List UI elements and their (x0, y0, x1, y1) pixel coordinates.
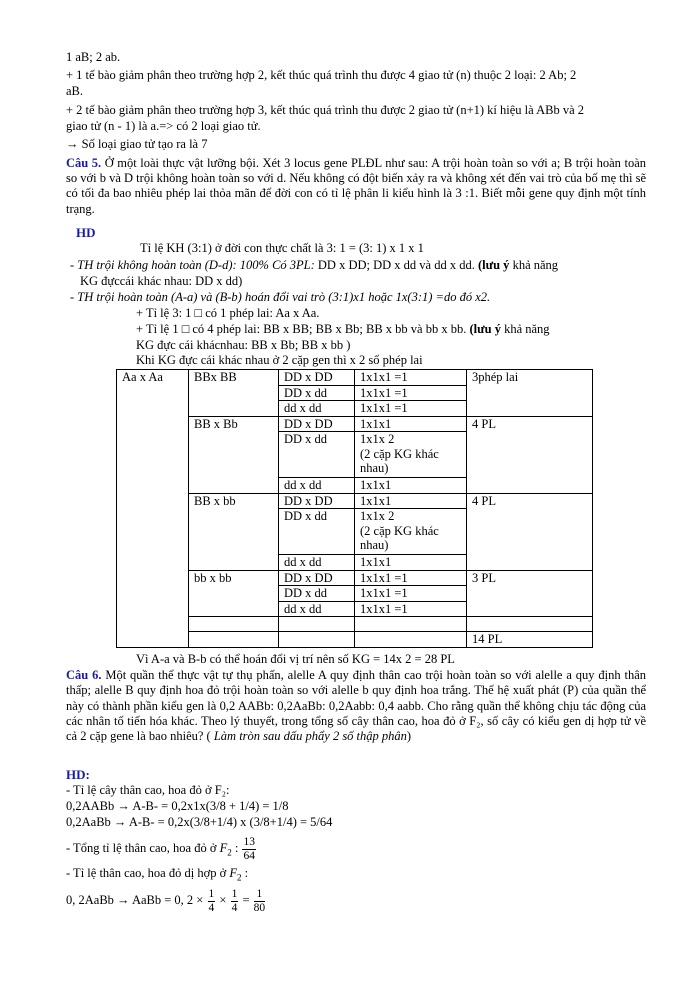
ratio-line: nhau) (360, 461, 389, 475)
numerator: 1 (231, 887, 238, 900)
cell-aa: Aa x Aa (117, 370, 189, 648)
cau6-line-3: 0,2AaBb → A-B- = 0,2x(3/8+1/4) x (3/8+1/4) = 5/64 (66, 815, 333, 829)
f2-sub: 2 (227, 847, 232, 858)
cell-ratio: 1x1x1 (355, 416, 467, 432)
cau6-label: Câu 6. (66, 668, 102, 682)
ratio-line: nhau) (360, 538, 389, 552)
cell-pl: 3 PL (467, 570, 593, 617)
f2-sub: 2 (236, 872, 242, 883)
cell-ratio: 1x1x1 =1 (355, 586, 467, 602)
cau5-step-2 (70, 258, 558, 273)
equals-sign: = (242, 893, 250, 907)
cau5-step-3-italic: - TH trội hoàn toàn (A-a) và (B-b) hoán đổi vai trò (3:1)x1 hoặc 1x(3:1) =do đó x2. (70, 290, 491, 304)
cell-pl: 3phép lai (467, 370, 593, 417)
cell-genotype: DD x dd (279, 586, 355, 602)
cau5-label: Câu 5. (66, 156, 102, 170)
cau6-line-6 (66, 886, 266, 915)
intro-line-2b: aB. (66, 84, 84, 98)
cell-genotype: dd x dd (279, 478, 355, 494)
denominator: 80 (253, 901, 266, 914)
table-row (117, 617, 593, 632)
cau5-step-5-tail: khả năng (500, 322, 550, 336)
cau5-step-3 (70, 290, 490, 305)
cau6-line-5-text: - Tỉ lệ thân cao, hoa đỏ dị hợp ở (66, 866, 227, 880)
table-row (117, 416, 593, 432)
cell-empty (279, 632, 355, 648)
cau6-text: Một quần thể thực vật tự thụ phấn, alelle A quy định thân cao trội hoàn toàn so với alelle a quy định thân thấp; alelle B quy định hoa đỏ trội hoàn toàn so với alelle b quy định hoa trắng. Thế hệ xuất phát (P) của quần thể này có thành phần kiểu gen là 0,2 AABb: 0,2AaBb: 0,2Aabb: 0,4 aabb. Cho rằng quần thể không chịu tác động của các nhân tố tiến hóa khác. Theo lý thuyết, trong tổng số cây thân cao, hoa đỏ ở F₂, số cây có kiểu gen dị hợp tử về cả 2 cặp gene là bao nhiêu? ( (66, 668, 646, 744)
ratio-line: 1x1x 2 (360, 432, 395, 446)
cau6-line-2: 0,2AABb → A-B- = 0,2x1x(3/8 + 1/4) = 1/8 (66, 799, 289, 813)
cell-genotype: DD x DD (279, 570, 355, 586)
cell-empty (189, 617, 279, 632)
cell-empty (355, 632, 467, 648)
cell-pl: 4 PL (467, 416, 593, 493)
cell-ratio (355, 432, 467, 478)
cau5-step-2b: KG đựccái khác nhau: DD x dd) (80, 274, 243, 288)
cell-genotype: dd x dd (279, 601, 355, 617)
cell-genotype: DD x DD (279, 493, 355, 509)
cell-ratio: 1x1x1 (355, 478, 467, 494)
intro-line-4: → Số loại giao tử tạo ra là 7 (66, 137, 208, 151)
intro-line-3a: + 2 tế bào giảm phân theo trường hợp 3, kết thúc quá trình thu được 2 giao tử (n+1) kí hiệu là ABb và 2 (66, 103, 585, 117)
cell-bb4: bb x bb (189, 570, 279, 617)
cau5-step-2-note: (lưu ý (477, 258, 510, 272)
cell-genotype: DD x DD (279, 416, 355, 432)
cell-bb1: BBx BB (189, 370, 279, 417)
cau6-line-1: - Tỉ lệ cây thân cao, hoa đỏ ở F₂: (66, 783, 230, 797)
cell-genotype: DD x dd (279, 509, 355, 555)
times-sign: × (219, 893, 227, 907)
cau5-text: Ở một loài thực vật lưỡng bội. Xét 3 locus gene PLĐL như sau: A trội hoàn toàn so với a; B trội hoàn toàn so với b và D trội không hoàn toàn so với d. Nếu không có đột biến xảy ra và không xét đến vai trò của bố mẹ thì sẽ có tối đa bao nhiêu phép lai thỏa mãn để đời con có tỉ lệ phân li kiểu hình là 3 :1. Biết mỗi gene quy định một tính trạng. (66, 156, 646, 216)
table-row (117, 570, 593, 586)
table-row (117, 493, 593, 509)
cell-empty (355, 617, 467, 632)
cau5-hd: HD (76, 225, 96, 240)
fraction-1-4 (208, 888, 216, 915)
cell-ratio: 1x1x1 =1 (355, 370, 467, 386)
cell-ratio: 1x1x1 =1 (355, 601, 467, 617)
cell-genotype: dd x dd (279, 401, 355, 417)
cell-empty (189, 632, 279, 648)
fraction-1-80 (254, 888, 266, 915)
cau6-text-end: ) (406, 729, 412, 744)
cau5-step-5 (136, 322, 550, 337)
cell-genotype: dd x dd (279, 555, 355, 571)
fraction-1-4 (231, 888, 239, 915)
cell-bb2: BB x Bb (189, 416, 279, 493)
cau5-step-2-rest: DD x DD; DD x dd và dd x dd. (314, 258, 478, 272)
colon: : (241, 866, 249, 880)
numerator: 1 (254, 888, 266, 902)
cau5-step-6: Khi KG đực cái khác nhau ở 2 cặp gen thì x 2 số phép lai (136, 353, 423, 367)
cell-bb3: BB x bb (189, 493, 279, 570)
cau6-hd: HD: (66, 767, 90, 782)
cell-ratio: 1x1x1 =1 (355, 401, 467, 417)
f2-symbol: F (229, 866, 237, 880)
cau5-step-5-text: + Tỉ lệ 1 □ có 4 phép lai: BB x BB; BB x Bb; BB x bb và bb x bb. (136, 322, 470, 336)
cau5-step-4: + Tỉ lệ 3: 1 □ có 1 phép lai: Aa x Aa. (136, 306, 320, 320)
cell-genotype: DD x dd (279, 432, 355, 478)
intro-line-2a: + 1 tế bào giảm phân theo trường hợp 2, kết thúc quá trình thu được 4 giao tử (n) thuộc 2 loại: 2 Ab; 2 (66, 68, 577, 82)
f2-symbol: F (219, 841, 228, 855)
colon: : (231, 841, 242, 855)
cell-pl: 4 PL (467, 493, 593, 570)
numerator: 13 (243, 835, 255, 848)
cell-ratio: 1x1x1 =1 (355, 385, 467, 401)
cau5-step-5b: KG đực cái khácnhau: BB x Bb; BB x bb ) (136, 338, 351, 352)
intro-line-3b: giao tử (n - 1) là a.=> có 2 loại giao tử. (66, 119, 261, 133)
cau5-step-5-note: (lưu ý (469, 322, 501, 336)
cell-ratio: 1x1x1 =1 (355, 570, 467, 586)
table-row (117, 370, 593, 386)
cell-empty (467, 617, 593, 632)
table-row-total (117, 632, 593, 648)
numerator: 1 (208, 887, 215, 900)
denominator: 4 (208, 901, 215, 914)
cell-ratio (355, 509, 467, 555)
cau5-step-2-italic: - TH trội không hoàn toàn (D-d): 100% Có 3PL: (70, 258, 315, 272)
cau5-step-7: Vì A-a và B-b có thể hoán đổi vị trí nên số KG = 14x 2 = 28 PL (136, 652, 455, 666)
cau5-step-2-tail: khả năng (509, 258, 559, 272)
cau6-line-5 (66, 866, 248, 886)
cell-genotype: DD x dd (279, 385, 355, 401)
denominator: 4 (231, 901, 238, 914)
cell-empty (279, 617, 355, 632)
fraction-13-64 (242, 836, 256, 863)
ratio-line: (2 cặp KG khác (360, 446, 439, 461)
cau5-question (66, 156, 646, 217)
cau5-step-1: Tỉ lệ KH (3:1) ở đời con thực chất là 3: 1 = (3: 1) x 1 x 1 (140, 241, 424, 255)
cell-ratio: 1x1x1 (355, 493, 467, 509)
cau6-text-italic: Làm tròn sau dấu phẩy 2 số thập phân (213, 729, 407, 744)
intro-line-1: 1 aB; 2 ab. (66, 50, 121, 64)
cell-genotype: DD x DD (279, 370, 355, 386)
ratio-line: (2 cặp KG khác (360, 523, 439, 538)
ratio-line: 1x1x 2 (360, 509, 395, 523)
cau6-line-4 (66, 834, 257, 867)
crosses-table (116, 369, 593, 648)
cell-total: 14 PL (467, 632, 593, 648)
cell-ratio: 1x1x1 (355, 555, 467, 571)
cau6-line-6-text: 0, 2AaBb → AaBb = 0, 2 × (66, 893, 204, 907)
cau6-line-4-text: - Tổng tỉ lệ thân cao, hoa đỏ ở (66, 841, 217, 855)
denominator: 64 (243, 849, 255, 862)
cau6-question (66, 668, 646, 744)
